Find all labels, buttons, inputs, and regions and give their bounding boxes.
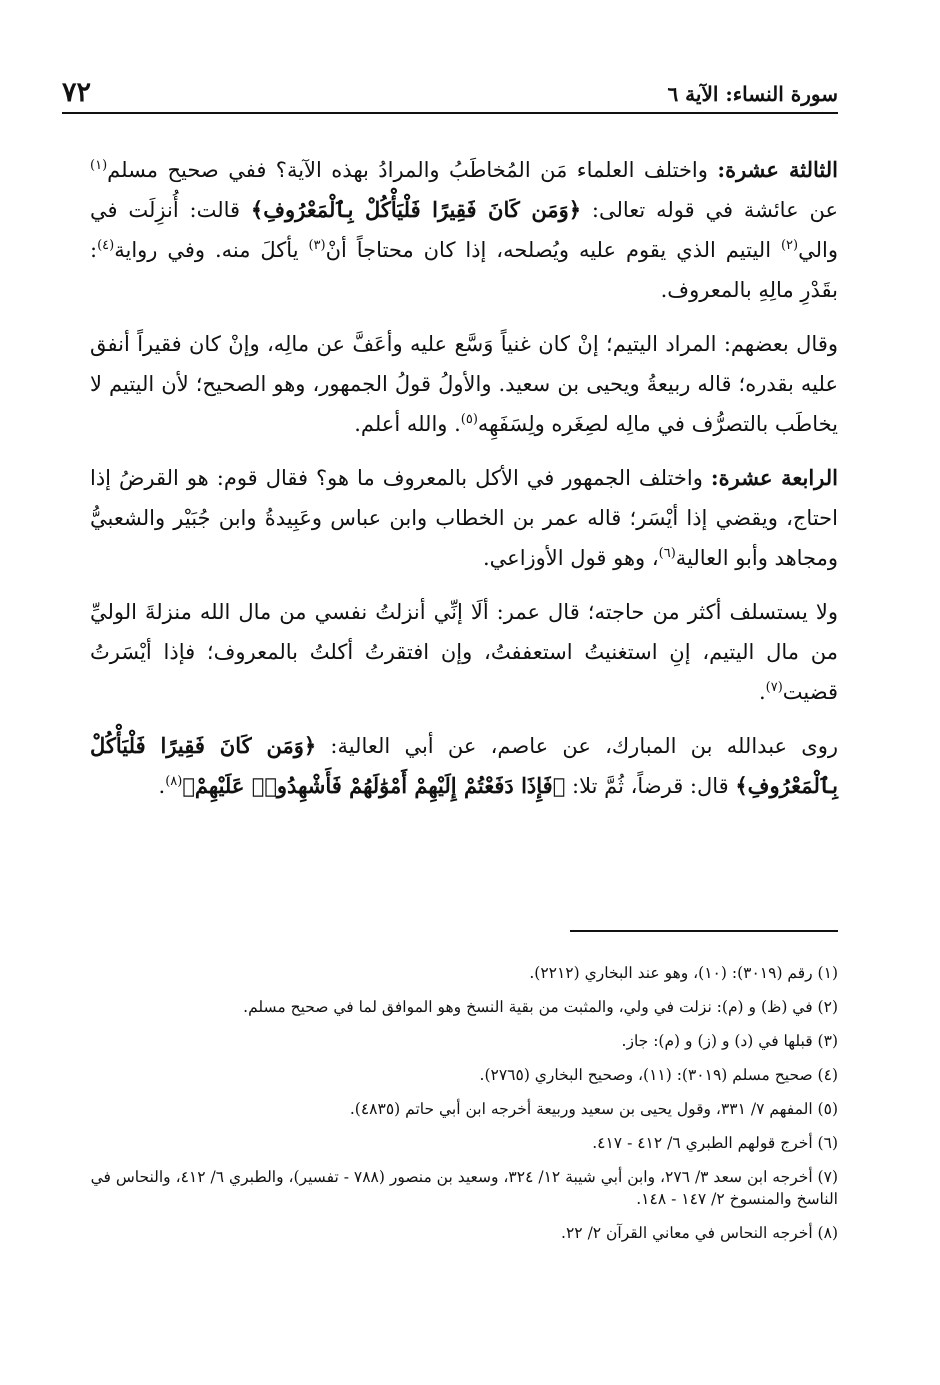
text-run: . والله أعلم. — [354, 412, 461, 436]
text-run: واختلف العلماء مَن المُخاطَبُ والمرادُ بهذه الآية؟ ففي صحيح مسلم — [107, 158, 718, 182]
text-run: ولا يستسلف أكثر من حاجته؛ قال عمر: ألَا إنِّي أنزلتُ نفسي من مال الله منزلةَ الوليِّ من مال اليتيم، إنِ استغنيتُ استعففتُ، وإن افتقرتُ أكلتُ بالمعروف؛ فإذا أيْسَرتُ قضيت — [90, 600, 838, 704]
paragraph-4 — [90, 592, 838, 712]
section-heading: الرابعة عشرة: — [710, 465, 838, 490]
footnotes — [62, 962, 838, 1256]
footnote-4: (٤) صحيح مسلم (٣٠١٩): (١١)، وصحيح البخاري (٢٧٦٥). — [479, 1066, 838, 1084]
text-run: يأكلَ منه. وفي رواية — [114, 238, 309, 262]
paragraph-2 — [90, 324, 838, 444]
running-title: سورة النساء: الآية ٦ — [667, 82, 838, 106]
footnote-ref: (٤) — [97, 238, 115, 253]
text-run: قال: قرضاً، ثُمَّ تلا: — [565, 774, 736, 798]
quran-verse: ﴿وَمَن كَانَ فَقِيرًا فَلْيَأْكُلْ بِٱلْمَعْرُوفِ﴾ — [90, 733, 838, 798]
quran-verse: ﴿فَإِذَا دَفَعْتُمْ إِلَيْهِمْ أَمْوَٰلَهُمْ فَأَشْهِدُوا۟ عَلَيْهِمْ﴾ — [182, 773, 566, 798]
text-run: قالت: أُنزِلَت في والي — [90, 198, 838, 262]
text-run: عن عائشة في قوله تعالى: — [581, 198, 838, 222]
footnote-ref: (٧) — [765, 680, 783, 695]
footnote-ref: (٥) — [460, 412, 478, 427]
footnote-ref: (٢) — [780, 238, 799, 253]
text-run: . — [758, 680, 766, 704]
footnote-ref: (٨) — [165, 774, 183, 789]
paragraph-1 — [90, 150, 838, 310]
footnote-3: (٣) قبلها في (د) و (ز) و (م): جاز. — [621, 1032, 838, 1050]
quran-verse: ﴿وَمَن كَانَ فَقِيرًا فَلْيَأْكُلْ بِٱلْمَعْرُوفِ﴾ — [250, 197, 582, 222]
footnote-8: (٨) أخرجه النحاس في معاني القرآن ٢/ ٢٢. — [561, 1224, 838, 1242]
footnote-7: (٧) أخرجه ابن سعد ٣/ ٢٧٦، وابن أبي شيبة ١٢/ ٣٢٤، وسعيد بن منصور (٧٨٨ - تفسير)، والطبري ٦/ ٤١٢، والنحاس في الناسخ والمنسوخ ٢/ ١٤٧ - ١٤٨. — [90, 1168, 838, 1208]
footnote-1: (١) رقم (٣٠١٩): (١٠)، وهو عند البخاري (٢٢١٢). — [529, 964, 838, 982]
text-run: ، وهو قول الأوزاعي. — [482, 546, 659, 570]
text-run: واختلف الجمهور في الأكل بالمعروف ما هو؟ فقال قوم: هو القرضُ إذا احتاج، ويقضي إذا أيْسَر؛ قاله عمر بن الخطاب وابن عباس وعَبِيدةُ وابن جُبَيْر والشعبيُّ ومجاهد وأبو العالية — [90, 466, 838, 570]
text-run: وقال بعضهم: المراد اليتيم؛ إنْ كان غنياً وَسَّع عليه وأعَفَّ عن مالِه، وإنْ كان فقيراً أنفق عليه بقدره؛ قاله ربيعةُ ويحيى بن سعيد. والأولُ قولُ الجمهور، وهو الصحيح؛ لأن اليتيم لا يخاطَب بالتصرُّف في مالِه لصِغَره ولِسَفَهِه — [90, 332, 838, 436]
main-text — [90, 150, 838, 820]
section-heading: الثالثة عشرة: — [717, 157, 838, 182]
page-header — [62, 68, 838, 114]
page-number: ٧٢ — [62, 77, 92, 108]
footnote-5: (٥) المفهم ٧/ ٣٣١، وقول يحيى بن سعيد وربيعة أخرجه ابن أبي حاتم (٤٨٣٥). — [349, 1100, 838, 1118]
footnote-ref: (٦) — [658, 546, 676, 561]
text-run: : بقَدْرِ مالِهِ بالمعروف. — [90, 238, 838, 302]
paragraph-3 — [90, 458, 838, 578]
text-run: . — [158, 774, 166, 798]
footnote-ref: (٣) — [308, 238, 326, 253]
footnote-separator — [570, 930, 838, 932]
footnote-ref: (١) — [90, 158, 108, 173]
text-run: روى عبدالله بن المبارك، عن عاصم، عن أبي العالية: — [316, 734, 839, 758]
text-run: اليتيم الذي يقوم عليه ويُصلحه، إذا كان محتاجاً أنْ — [325, 238, 781, 262]
footnote-6: (٦) أخرج قولهم الطبري ٦/ ٤١٢ - ٤١٧. — [592, 1134, 838, 1152]
footnote-2: (٢) في (ظ) و (م): نزلت في ولي، والمثبت من بقية النسخ وهو الموافق لما في صحيح مسلم. — [243, 998, 838, 1016]
paragraph-5 — [90, 726, 838, 806]
